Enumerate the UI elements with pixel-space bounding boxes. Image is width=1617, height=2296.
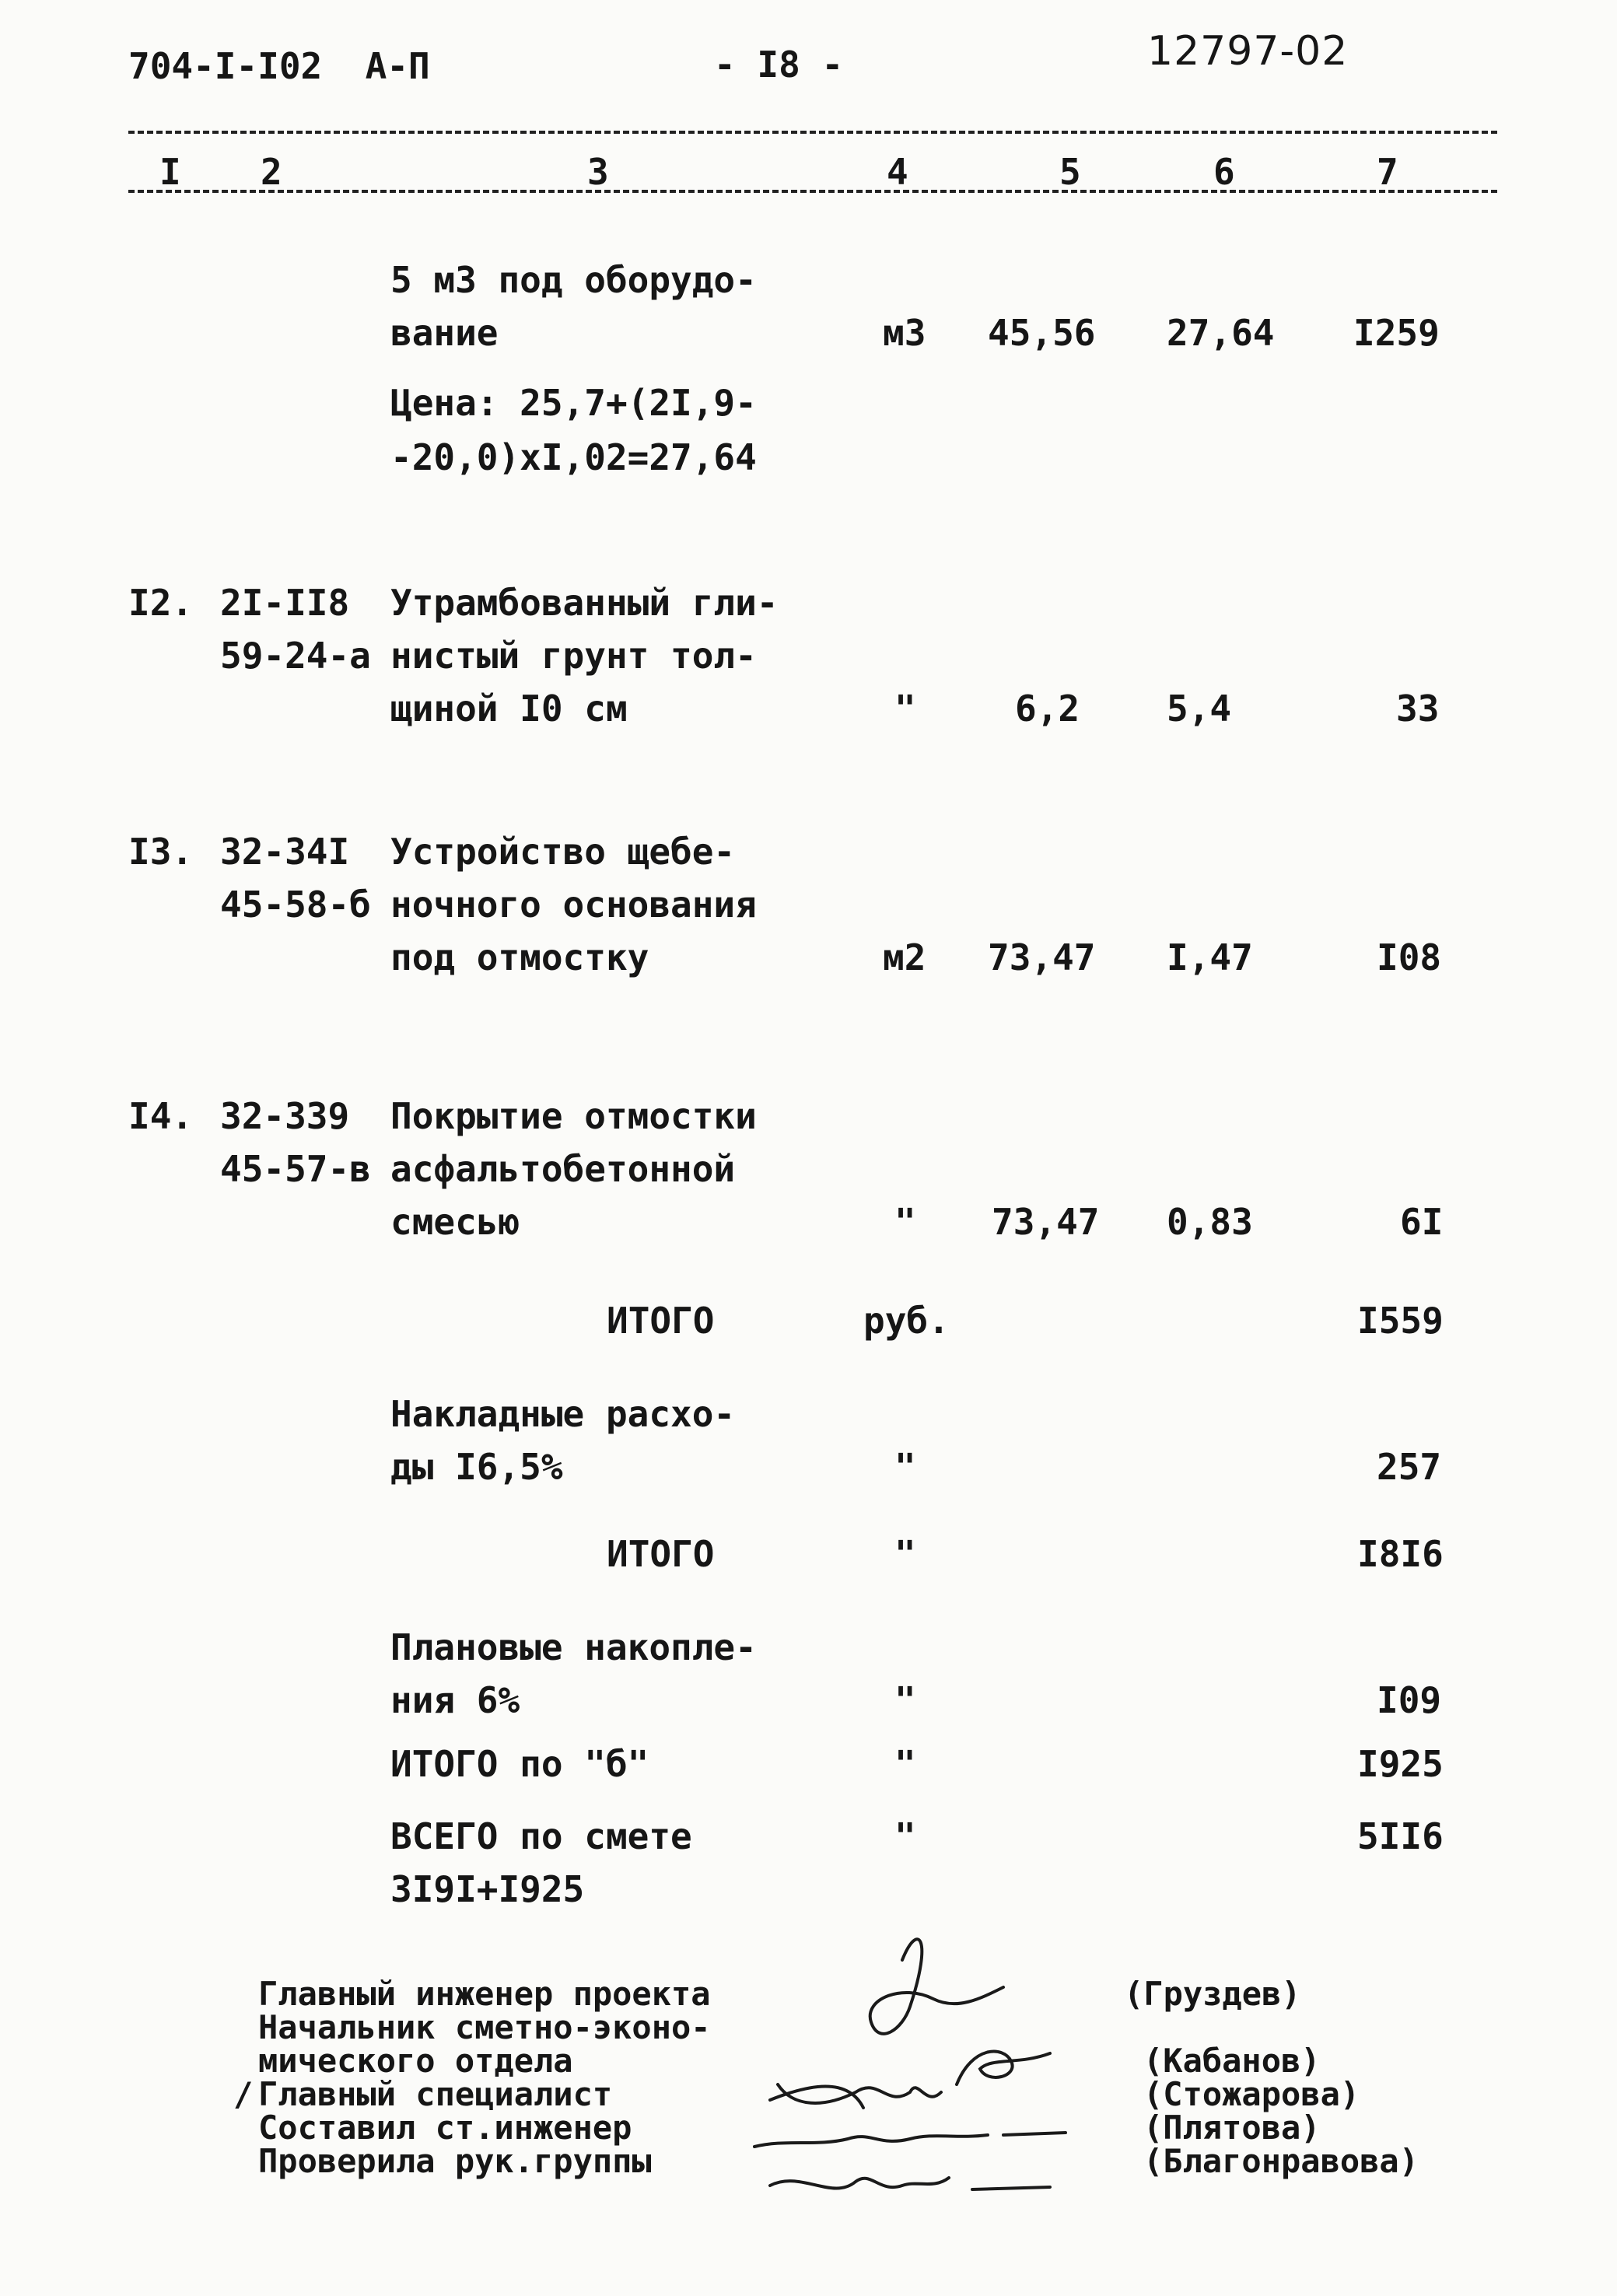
signature-role-3: мического отдела xyxy=(258,2042,573,2080)
row-1-note-line-1: Цена: 25,7+(2I,9- xyxy=(390,382,757,424)
row-13-code-2: 45-58-б xyxy=(220,884,371,926)
row-14-total: 6I xyxy=(1400,1201,1444,1243)
summary-planned-unit: " xyxy=(894,1679,916,1721)
summary-planned-label-2: ния 6% xyxy=(390,1679,520,1721)
row-14-qty: 73,47 xyxy=(992,1201,1100,1243)
row-1-desc-line-2: вание xyxy=(390,312,499,354)
row-13-number: I3. xyxy=(128,831,194,873)
column-number-7: 7 xyxy=(1377,151,1398,193)
summary-grand-label-1: ВСЕГО по смете xyxy=(390,1815,692,1857)
row-12-unit: " xyxy=(894,688,916,730)
summary-overhead-label-1: Накладные расхо- xyxy=(390,1393,736,1435)
signature-stroke-5 xyxy=(770,2178,1050,2189)
summary-subtotal-unit: руб. xyxy=(863,1300,950,1342)
signature-stroke-1 xyxy=(870,1939,1003,2034)
summary-overhead-unit: " xyxy=(894,1446,916,1488)
row-12-code-2: 59-24-а xyxy=(220,635,371,677)
handwritten-signatures xyxy=(723,1913,1128,2224)
row-14-desc-line-3: смесью xyxy=(390,1201,520,1243)
summary-grand-label-2: 3I9I+I925 xyxy=(390,1868,585,1910)
summary-total-2-total: I8I6 xyxy=(1357,1533,1444,1575)
row-12-desc-line-1: Утрамбованный гли- xyxy=(390,582,779,624)
signature-role-1: Главный инженер проекта xyxy=(258,1975,711,2013)
column-number-3: 3 xyxy=(587,151,609,193)
row-13-desc-line-3: под отмостку xyxy=(390,936,649,978)
summary-total-2-label: ИТОГО xyxy=(607,1533,715,1575)
signature-name-3: (Кабанов) xyxy=(1143,2042,1321,2080)
row-14-code-1: 32-339 xyxy=(220,1095,350,1137)
signature-role-4: Главный специалист xyxy=(258,2075,613,2113)
row-13-total: I08 xyxy=(1377,936,1442,978)
summary-grand-total: 5II6 xyxy=(1357,1815,1444,1857)
row-1-unit: м3 xyxy=(883,312,926,354)
row-14-price: 0,83 xyxy=(1167,1201,1253,1243)
signature-role-4-slash: / xyxy=(233,2075,254,2113)
summary-overhead-label-2: ды I6,5% xyxy=(390,1446,563,1488)
row-12-desc-line-2: нистый грунт тол- xyxy=(390,635,757,677)
signature-name-6: (Благонравова) xyxy=(1143,2142,1419,2180)
column-number-1: I xyxy=(159,151,181,193)
handwritten-number: 12797-02 xyxy=(1147,28,1349,75)
row-1-price: 27,64 xyxy=(1167,312,1275,354)
row-13-unit: м2 xyxy=(883,936,926,978)
signature-name-4: (Стожарова) xyxy=(1143,2075,1360,2113)
row-14-number: I4. xyxy=(128,1095,194,1137)
summary-total-b-unit: " xyxy=(894,1743,916,1785)
row-14-code-2: 45-57-в xyxy=(220,1148,371,1190)
summary-total-b-total: I925 xyxy=(1357,1743,1444,1785)
summary-planned-label-1: Плановые накопле- xyxy=(390,1626,757,1668)
row-1-note-line-2: -20,0)xI,02=27,64 xyxy=(390,436,757,478)
row-13-price: I,47 xyxy=(1167,936,1253,978)
row-1-desc-line-1: 5 м3 под оборудо- xyxy=(390,259,757,301)
row-12-code-1: 2I-II8 xyxy=(220,582,350,624)
summary-subtotal-total: I559 xyxy=(1357,1300,1444,1342)
summary-grand-unit: " xyxy=(894,1815,916,1857)
row-14-unit: " xyxy=(894,1201,916,1243)
summary-subtotal-label: ИТОГО xyxy=(607,1300,715,1342)
summary-total-b-label: ИТОГО по "б" xyxy=(390,1743,649,1785)
row-1-total: I259 xyxy=(1353,312,1440,354)
signature-stroke-3 xyxy=(957,2052,1050,2084)
signature-name-1: (Груздев) xyxy=(1124,1975,1301,2013)
summary-overhead-total: 257 xyxy=(1377,1446,1442,1488)
summary-planned-total: I09 xyxy=(1377,1679,1442,1721)
signature-stroke-2 xyxy=(770,2084,941,2108)
row-12-price: 5,4 xyxy=(1167,688,1232,730)
signature-stroke-4 xyxy=(754,2133,1066,2147)
row-12-desc-line-3: щиной I0 см xyxy=(390,688,628,730)
row-12-total: 33 xyxy=(1396,688,1440,730)
column-number-5: 5 xyxy=(1059,151,1081,193)
row-12-number: I2. xyxy=(128,582,194,624)
row-13-qty: 73,47 xyxy=(988,936,1096,978)
row-1-qty: 45,56 xyxy=(988,312,1096,354)
row-14-desc-line-2: асфальтобетонной xyxy=(390,1148,736,1190)
row-12-qty: 6,2 xyxy=(1015,688,1080,730)
row-13-code-1: 32-34I xyxy=(220,831,350,873)
row-14-desc-line-1: Покрытие отмостки xyxy=(390,1095,757,1137)
column-number-2: 2 xyxy=(261,151,282,193)
signature-role-2: Начальник сметно-эконо- xyxy=(258,2008,711,2046)
header-top-rule xyxy=(128,131,1497,134)
column-number-4: 4 xyxy=(887,151,908,193)
signature-role-6: Проверила рук.группы xyxy=(258,2142,652,2180)
header-bottom-rule xyxy=(128,190,1497,193)
document-code: 704-I-I02 А-П xyxy=(128,45,430,87)
column-number-6: 6 xyxy=(1213,151,1235,193)
row-13-desc-line-1: Устройство щебе- xyxy=(390,831,736,873)
summary-total-2-unit: " xyxy=(894,1533,916,1575)
page-number: - I8 - xyxy=(714,44,844,86)
signature-role-5: Составил ст.инженер xyxy=(258,2109,632,2147)
row-13-desc-line-2: ночного основания xyxy=(390,884,757,926)
signature-name-5: (Плятова) xyxy=(1143,2109,1321,2147)
